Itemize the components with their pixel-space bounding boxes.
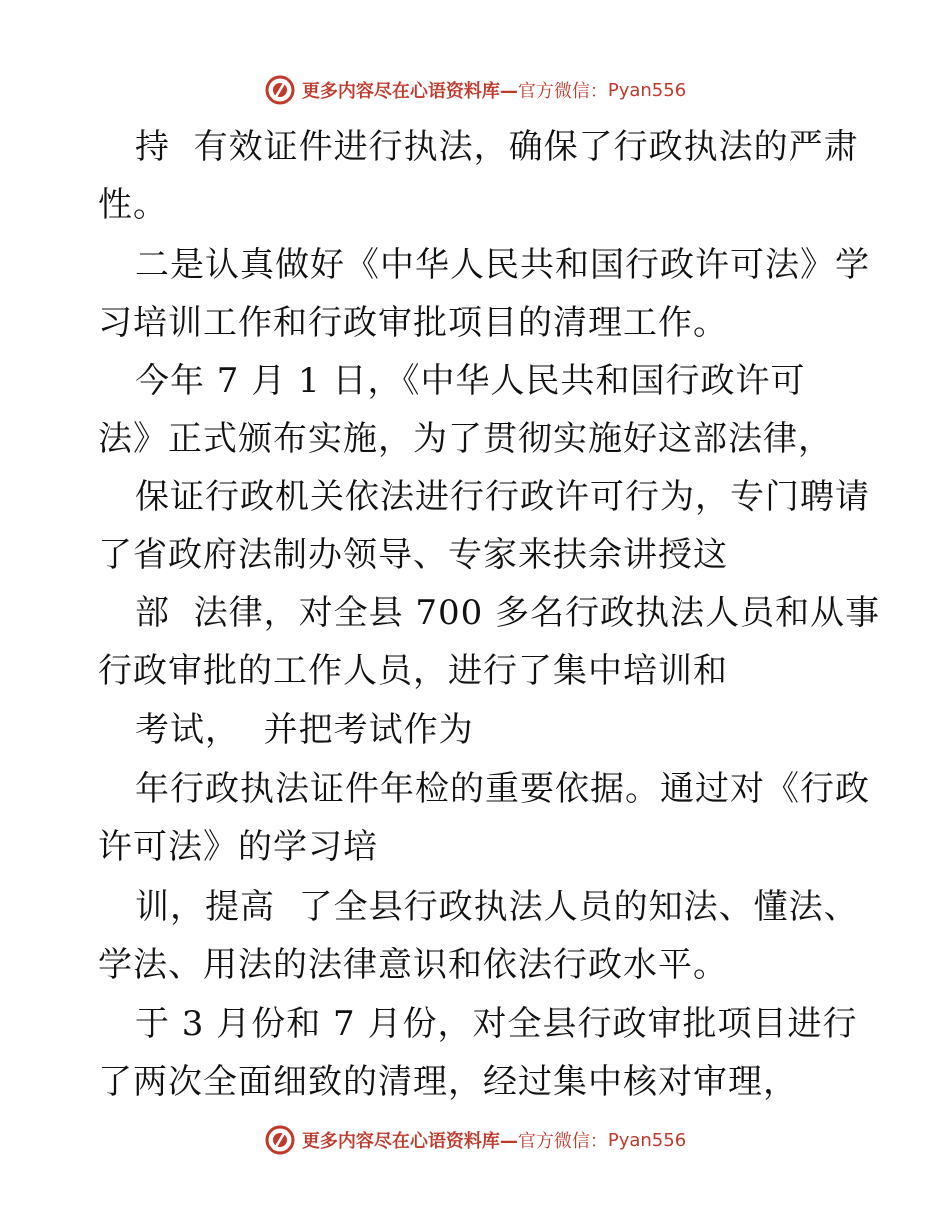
text-line: 学法、用法的法律意识和依法行政水平。 <box>98 945 728 985</box>
watermark-text: 更多内容尽在心语资料库— <box>301 81 518 102</box>
text-line: 习培训工作和行政审批项目的清理工作。 <box>98 303 728 343</box>
footer-watermark <box>0 1120 950 1160</box>
text-line: 于 3 月份和 7 月份，对全县行政审批项目进行 <box>135 1004 858 1044</box>
text-line: 了两次全面细致的清理，经过集中核对审理， <box>98 1062 798 1102</box>
text-line: 年行政执法证件年检的重要依据。通过对《行政 <box>135 769 870 809</box>
text-line: 持 有效证件进行执法，确保了行政执法的严肃 <box>135 127 859 167</box>
seal-logo-icon <box>264 74 296 106</box>
seal-logo-icon <box>264 1124 296 1156</box>
text-line: 今年 7 月 1 日，《中华人民共和国行政许可 <box>135 361 806 401</box>
text-line: 性。 <box>98 185 168 225</box>
text-line: 二是认真做好《中华人民共和国行政许可法》学 <box>135 245 870 285</box>
text-line: 行政审批的工作人员，进行了集中培训和 <box>98 651 728 691</box>
text-line: 保证行政机关依法进行行政许可行为，专门聘请 <box>135 477 870 517</box>
watermark-wechat-id: Pyan556 <box>607 1129 687 1151</box>
text-line: 法》正式颁布实施，为了贯彻实施好这部法律， <box>98 419 833 459</box>
text-line: 考试， 并把考试作为 <box>135 710 474 750</box>
header-watermark <box>0 70 950 110</box>
text-line: 训，提高 了全县行政执法人员的知法、懂法、 <box>135 887 859 927</box>
text-line: 了省政府法制办领导、专家来扶余讲授这 <box>98 535 728 575</box>
watermark-wechat-label: 官方微信： <box>517 81 608 102</box>
text-line: 许可法》的学习培 <box>98 827 378 867</box>
watermark-wechat-id: Pyan556 <box>607 79 687 101</box>
watermark-text: 更多内容尽在心语资料库— <box>301 1131 518 1152</box>
watermark-wechat-label: 官方微信： <box>517 1131 608 1152</box>
text-line: 部 法律，对全县 700 多名行政执法人员和从事 <box>135 593 881 633</box>
